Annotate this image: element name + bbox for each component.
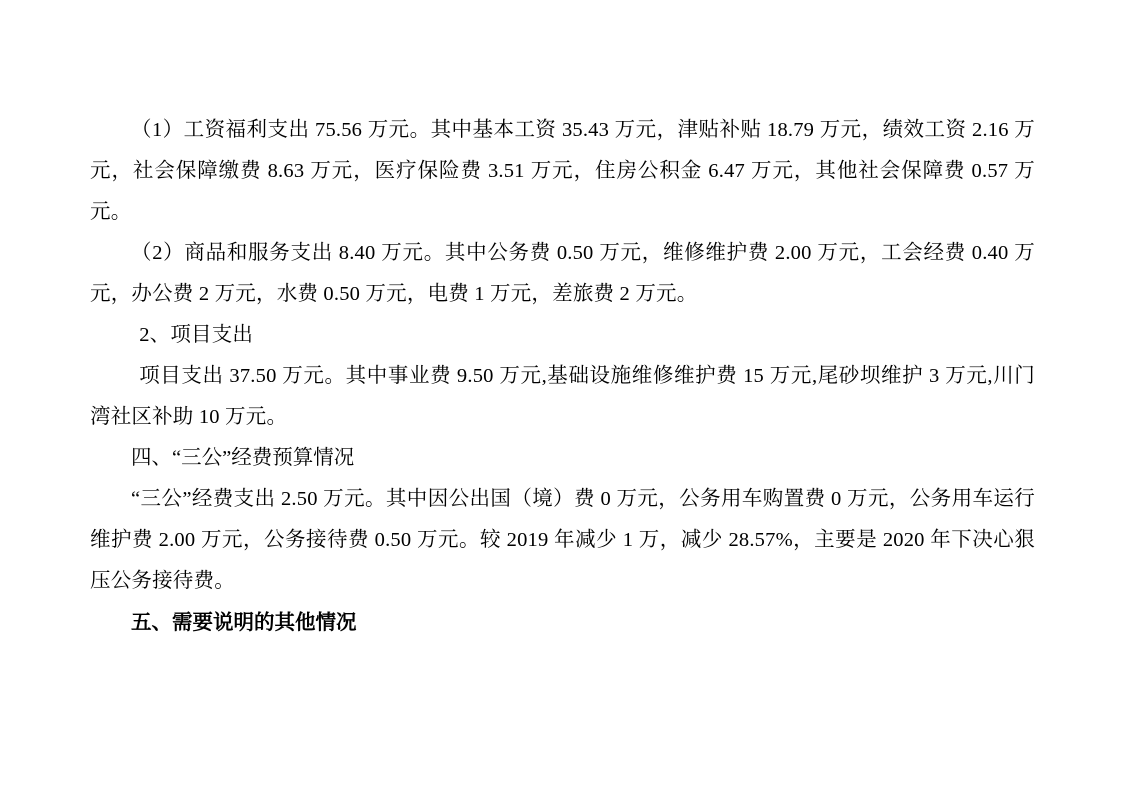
paragraph-project-expenditure: 项目支出 37.50 万元。其中事业费 9.50 万元,基础设施维修维护费 15 万元,尾砂坝维护 3 万元,川门湾社区补助 10 万元。: [90, 365, 1035, 428]
heading-project-expenditure: 2、项目支出: [139, 324, 254, 346]
paragraph-goods-services: （2）商品和服务支出 8.40 万元。其中公务费 0.50 万元，维修维护费 2.00 万元，工会经费 0.40 万元，办公费 2 万元，水费 0.50 万元，电费 1 万元，差旅费 2 万元。: [90, 242, 1035, 305]
heading-other-notes: 五、需要说明的其他情况: [131, 610, 357, 634]
document-body: [90, 110, 1035, 643]
paragraph-three-public-funds: “三公”经费支出 2.50 万元。其中因公出国（境）费 0 万元，公务用车购置费 0 万元，公务用车运行维护费 2.00 万元，公务接待费 0.50 万元。较 2019 年减少 1 万，减少 28.57%，主要是 2020 年下决心狠压公务接待费。: [90, 488, 1035, 592]
paragraph-wage-welfare: （1）工资福利支出 75.56 万元。其中基本工资 35.43 万元，津贴补贴 18.79 万元，绩效工资 2.16 万元，社会保障缴费 8.63 万元，医疗保险费 3.51 万元，住房公积金 6.47 万元，其他社会保障费 0.57 万元。: [90, 119, 1035, 223]
heading-three-public-funds: 四、“三公”经费预算情况: [131, 447, 355, 469]
